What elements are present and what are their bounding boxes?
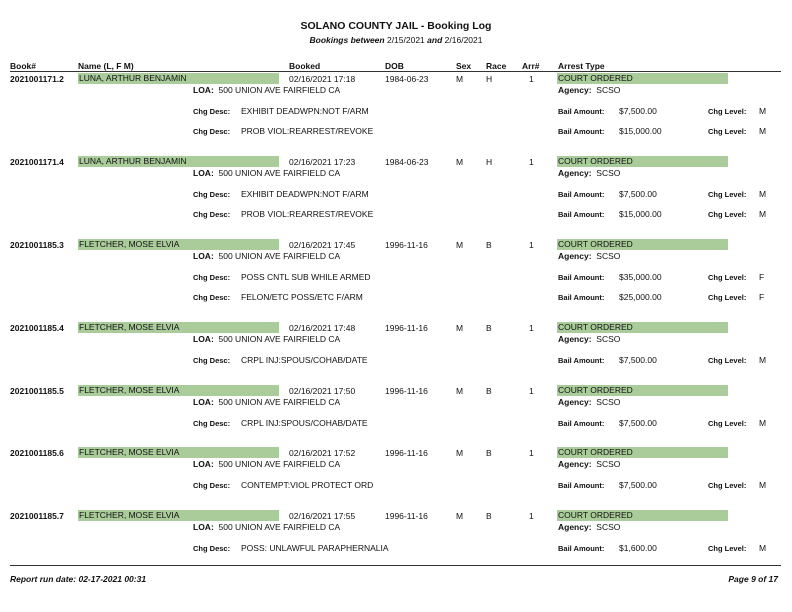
book-number: 2021001185.6 — [10, 448, 64, 458]
bail-amount-label: Bail Amount: — [558, 107, 605, 116]
booked-datetime: 02/16/2021 17:55 — [289, 511, 356, 521]
chg-level-label: Chg Level: — [708, 293, 747, 302]
bail-amount-label: Bail Amount: — [558, 210, 605, 219]
bail-amount-label: Bail Amount: — [558, 481, 605, 490]
agency — [558, 85, 620, 95]
bail-amount-value: $15,000.00 — [619, 126, 662, 136]
booked-datetime: 02/16/2021 17:23 — [289, 157, 356, 167]
chg-level-value: F — [759, 272, 765, 282]
bail-amount-value: $7,500.00 — [619, 418, 657, 428]
arrest-count: 1 — [529, 240, 534, 250]
agency-value: SCSO — [596, 85, 621, 95]
arrest-count: 1 — [529, 448, 534, 458]
col-header-book: Book# — [10, 61, 36, 71]
chg-desc-label: Chg Desc: — [193, 481, 231, 490]
loa-value: 500 UNION AVE FAIRFIELD CA — [218, 397, 341, 407]
arrest-type: COURT ORDERED — [557, 385, 728, 396]
loa-label: LOA: — [193, 334, 214, 344]
agency — [558, 397, 620, 407]
arrest-count: 1 — [529, 323, 534, 333]
chg-desc-label: Chg Desc: — [193, 293, 231, 302]
sex-value: M — [456, 448, 464, 458]
footer-rule — [10, 565, 781, 566]
agency-label: Agency: — [558, 334, 592, 344]
agency-value: SCSO — [596, 397, 621, 407]
loa-value: 500 UNION AVE FAIRFIELD CA — [218, 251, 341, 261]
agency — [558, 251, 620, 261]
chg-level-label: Chg Level: — [708, 544, 747, 553]
agency — [558, 168, 620, 178]
race-value: B — [486, 323, 492, 333]
report-run-date: Report run date: 02-17-2021 00:31 — [10, 574, 147, 584]
subtitle-prefix: Bookings between — [309, 35, 385, 45]
arrest-count: 1 — [529, 386, 534, 396]
loa-label: LOA: — [193, 251, 214, 261]
col-header-sex: Sex — [456, 61, 472, 71]
loa-label: LOA: — [193, 168, 214, 178]
chg-level-value: M — [759, 355, 767, 365]
agency-label: Agency: — [558, 397, 592, 407]
location-of-arrest — [193, 334, 340, 344]
loa-value: 500 UNION AVE FAIRFIELD CA — [218, 459, 341, 469]
bail-amount-label: Bail Amount: — [558, 273, 605, 282]
chg-desc-label: Chg Desc: — [193, 190, 231, 199]
loa-label: LOA: — [193, 85, 214, 95]
chg-desc-label: Chg Desc: — [193, 107, 231, 116]
chg-level-label: Chg Level: — [708, 210, 747, 219]
sex-value: M — [456, 74, 464, 84]
loa-label: LOA: — [193, 397, 214, 407]
agency — [558, 522, 620, 532]
booked-datetime: 02/16/2021 17:50 — [289, 386, 356, 396]
sex-value: M — [456, 386, 464, 396]
chg-level-label: Chg Level: — [708, 190, 747, 199]
date-from: 2/15/2021 — [386, 35, 425, 45]
agency-label: Agency: — [558, 168, 592, 178]
arrest-type: COURT ORDERED — [557, 156, 728, 167]
booked-datetime: 02/16/2021 17:18 — [289, 74, 356, 84]
race-value: H — [486, 74, 493, 84]
loa-value: 500 UNION AVE FAIRFIELD CA — [218, 85, 341, 95]
col-header-name: Name (L, F M) — [78, 61, 134, 71]
location-of-arrest — [193, 522, 340, 532]
inmate-name: LUNA, ARTHUR BENJAMIN — [78, 73, 279, 84]
arrest-count: 1 — [529, 511, 534, 521]
loa-value: 500 UNION AVE FAIRFIELD CA — [218, 168, 341, 178]
inmate-name: LUNA, ARTHUR BENJAMIN — [78, 156, 279, 167]
agency — [558, 459, 620, 469]
chg-desc-value: FELON/ETC POSS/ETC F/ARM — [241, 292, 363, 302]
arrest-type: COURT ORDERED — [557, 447, 728, 458]
race-value: H — [486, 157, 493, 167]
book-number: 2021001185.5 — [10, 386, 64, 396]
agency-value: SCSO — [596, 459, 621, 469]
inmate-name: FLETCHER, MOSE ELVIA — [78, 385, 279, 396]
agency-label: Agency: — [558, 522, 592, 532]
sex-value: M — [456, 323, 464, 333]
sex-value: M — [456, 240, 464, 250]
book-number: 2021001171.4 — [10, 157, 64, 167]
chg-level-label: Chg Level: — [708, 107, 747, 116]
chg-desc-value: CRPL INJ:SPOUS/COHAB/DATE — [241, 418, 368, 428]
chg-level-label: Chg Level: — [708, 273, 747, 282]
date-of-birth: 1984-06-23 — [385, 157, 429, 167]
loa-label: LOA: — [193, 522, 214, 532]
loa-value: 500 UNION AVE FAIRFIELD CA — [218, 334, 341, 344]
location-of-arrest — [193, 168, 340, 178]
bail-amount-label: Bail Amount: — [558, 356, 605, 365]
arrest-type: COURT ORDERED — [557, 322, 728, 333]
bail-amount-value: $7,500.00 — [619, 355, 657, 365]
sex-value: M — [456, 157, 464, 167]
race-value: B — [486, 386, 492, 396]
booked-datetime: 02/16/2021 17:52 — [289, 448, 356, 458]
chg-desc-value: POSS CNTL SUB WHILE ARMED — [241, 272, 371, 282]
col-header-dob: DOB — [385, 61, 404, 71]
location-of-arrest — [193, 397, 340, 407]
booked-datetime: 02/16/2021 17:45 — [289, 240, 356, 250]
page-number: Page 9 of 17 — [728, 574, 778, 584]
chg-level-value: F — [759, 292, 765, 302]
chg-desc-value: PROB VIOL:REARREST/REVOKE — [241, 209, 374, 219]
chg-level-value: M — [759, 106, 767, 116]
date-of-birth: 1996-11-16 — [385, 386, 428, 396]
chg-desc-value: CRPL INJ:SPOUS/COHAB/DATE — [241, 355, 368, 365]
location-of-arrest — [193, 459, 340, 469]
col-header-arrest-type: Arrest Type — [558, 61, 605, 71]
chg-level-value: M — [759, 189, 767, 199]
chg-desc-label: Chg Desc: — [193, 544, 231, 553]
chg-desc-label: Chg Desc: — [193, 419, 231, 428]
date-of-birth: 1996-11-16 — [385, 240, 428, 250]
date-of-birth: 1996-11-16 — [385, 448, 428, 458]
col-header-race: Race — [486, 61, 507, 71]
chg-level-value: M — [759, 126, 767, 136]
chg-desc-label: Chg Desc: — [193, 210, 231, 219]
race-value: B — [486, 511, 492, 521]
agency-value: SCSO — [596, 334, 621, 344]
arrest-type: COURT ORDERED — [557, 239, 728, 250]
report-subtitle — [0, 35, 792, 45]
bail-amount-value: $35,000.00 — [619, 272, 662, 282]
chg-level-value: M — [759, 209, 767, 219]
report-title: SOLANO COUNTY JAIL - Booking Log — [300, 20, 492, 32]
date-of-birth: 1996-11-16 — [385, 511, 428, 521]
chg-level-value: M — [759, 543, 767, 553]
arrest-type: COURT ORDERED — [557, 73, 728, 84]
loa-label: LOA: — [193, 459, 214, 469]
bail-amount-label: Bail Amount: — [558, 419, 605, 428]
booked-datetime: 02/16/2021 17:48 — [289, 323, 356, 333]
chg-desc-label: Chg Desc: — [193, 273, 231, 282]
chg-level-value: M — [759, 418, 767, 428]
race-value: B — [486, 448, 492, 458]
book-number: 2021001185.4 — [10, 323, 64, 333]
race-value: B — [486, 240, 492, 250]
agency-value: SCSO — [596, 251, 621, 261]
chg-level-label: Chg Level: — [708, 481, 747, 490]
arrest-count: 1 — [529, 157, 534, 167]
book-number: 2021001185.3 — [10, 240, 64, 250]
location-of-arrest — [193, 85, 340, 95]
bail-amount-value: $1,600.00 — [619, 543, 657, 553]
col-header-booked: Booked — [289, 61, 321, 71]
chg-desc-value: PROB VIOL:REARREST/REVOKE — [241, 126, 374, 136]
date-of-birth: 1984-06-23 — [385, 74, 429, 84]
agency-label: Agency: — [558, 459, 592, 469]
book-number: 2021001171.2 — [10, 74, 64, 84]
agency-value: SCSO — [596, 168, 621, 178]
bail-amount-label: Bail Amount: — [558, 293, 605, 302]
agency-value: SCSO — [596, 522, 621, 532]
bail-amount-value: $7,500.00 — [619, 189, 657, 199]
arrest-type: COURT ORDERED — [557, 510, 728, 521]
subtitle-and: and — [427, 35, 443, 45]
book-number: 2021001185.7 — [10, 511, 64, 521]
chg-desc-value: EXHIBIT DEADWPN:NOT F/ARM — [241, 106, 369, 116]
location-of-arrest — [193, 251, 340, 261]
sex-value: M — [456, 511, 464, 521]
loa-value: 500 UNION AVE FAIRFIELD CA — [218, 522, 341, 532]
bail-amount-value: $15,000.00 — [619, 209, 662, 219]
agency-label: Agency: — [558, 85, 592, 95]
chg-desc-label: Chg Desc: — [193, 127, 231, 136]
bail-amount-value: $25,000.00 — [619, 292, 662, 302]
bail-amount-value: $7,500.00 — [619, 106, 657, 116]
header-rule — [10, 71, 781, 72]
chg-desc-value: POSS: UNLAWFUL PARAPHERNALIA — [241, 543, 389, 553]
agency-label: Agency: — [558, 251, 592, 261]
arrest-count: 1 — [529, 74, 534, 84]
chg-level-label: Chg Level: — [708, 419, 747, 428]
bail-amount-value: $7,500.00 — [619, 480, 657, 490]
chg-desc-label: Chg Desc: — [193, 356, 231, 365]
bail-amount-label: Bail Amount: — [558, 127, 605, 136]
inmate-name: FLETCHER, MOSE ELVIA — [78, 322, 279, 333]
bail-amount-label: Bail Amount: — [558, 190, 605, 199]
chg-level-label: Chg Level: — [708, 127, 747, 136]
chg-level-value: M — [759, 480, 767, 490]
chg-desc-value: CONTEMPT:VIOL PROTECT ORD — [241, 480, 374, 490]
date-of-birth: 1996-11-16 — [385, 323, 428, 333]
col-header-arr: Arr# — [522, 61, 540, 71]
chg-desc-value: EXHIBIT DEADWPN:NOT F/ARM — [241, 189, 369, 199]
chg-level-label: Chg Level: — [708, 356, 747, 365]
inmate-name: FLETCHER, MOSE ELVIA — [78, 239, 279, 250]
agency — [558, 334, 620, 344]
date-to: 2/16/2021 — [444, 35, 483, 45]
inmate-name: FLETCHER, MOSE ELVIA — [78, 447, 279, 458]
bail-amount-label: Bail Amount: — [558, 544, 605, 553]
inmate-name: FLETCHER, MOSE ELVIA — [78, 510, 279, 521]
